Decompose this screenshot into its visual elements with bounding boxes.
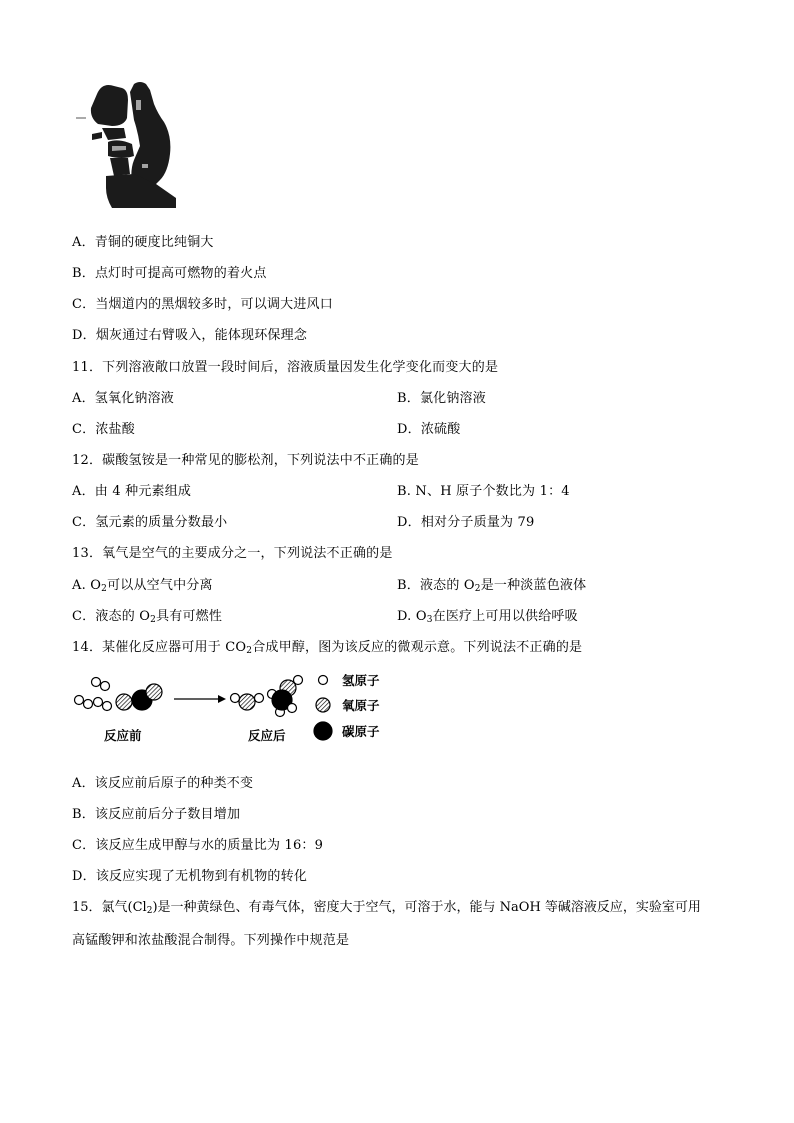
q12-option-b: B. N、H 原子个数比为 1：4 <box>397 484 570 499</box>
q10-option-d: D．烟灰通过右臂吸入，能体现环保理念 <box>72 328 308 343</box>
q13-option-d: D. $O_3$在医疗上可用以供给呼吸 <box>397 609 578 625</box>
legend-carbon: 碳原子 <box>342 724 380 739</box>
q10-option-c: C．当烟道内的黑烟较多时，可以调大进风口 <box>72 297 333 312</box>
q12-option-c: C．氢元素的质量分数最小 <box>72 515 228 530</box>
before-label: 反应前 <box>104 728 142 743</box>
q11-option-d: D．浓硫酸 <box>397 422 461 437</box>
q11-option-c: C．浓盐酸 <box>72 422 135 437</box>
q14-option-a: A．该反应前后原子的种类不变 <box>72 776 254 791</box>
oxygen-legend-icon <box>316 698 330 712</box>
reaction-diagram <box>70 668 410 754</box>
bronze-lamp-image <box>72 74 202 214</box>
q11-stem: 11．下列溶液敞口放置一段时间后，溶液质量因发生化学变化而变大的是 <box>72 360 499 375</box>
q10-option-b: B．点灯时可提高可燃物的着火点 <box>72 266 267 281</box>
after-label: 反应后 <box>248 728 286 743</box>
q12-stem: 12．碳酸氢铵是一种常见的膨松剂，下列说法中不正确的是 <box>72 453 419 468</box>
q14-option-d: D．该反应实现了无机物到有机物的转化 <box>72 869 308 884</box>
q15-stem-line-2: 高锰酸钾和浓盐酸混合制得。下列操作中规范是 <box>72 933 350 948</box>
q13-stem: 13．氧气是空气的主要成分之一，下列说法不正确的是 <box>72 546 393 561</box>
q15-stem-line-1: 15．氯气$(Cl_2)$是一种黄绿色、有毒气体，密度大于空气，可溶于水，能与 NaOH 等碱溶液反应，实验室可用 <box>72 900 701 916</box>
q11-option-a: A．氢氧化钠溶液 <box>72 391 174 406</box>
legend-hydrogen: 氢原子 <box>342 673 380 688</box>
q14-option-b: B．该反应前后分子数目增加 <box>72 807 241 822</box>
q12-option-a: A．由 4 种元素组成 <box>72 484 192 499</box>
q12-option-d: D．相对分子质量为 79 <box>397 515 535 530</box>
q14-stem: 14．某催化反应器可用于 $CO_2$合成甲醇，图为该反应的微观示意。下列说法不正确的是 <box>72 640 583 656</box>
q14-option-c: C．该反应生成甲醇与水的质量比为 16：9 <box>72 838 324 853</box>
q13-option-b: B．液态的 $O_2$是一种淡蓝色液体 <box>397 578 587 594</box>
hydrogen-legend-icon <box>319 676 328 685</box>
q10-option-a: A．青铜的硬度比纯铜大 <box>72 235 214 250</box>
q11-option-b: B．氯化钠溶液 <box>397 391 486 406</box>
carbon-legend-icon <box>314 722 332 740</box>
q13-option-a: A. $O_2$可以从空气中分离 <box>72 578 213 594</box>
legend-oxygen: 氧原子 <box>342 698 380 713</box>
q13-option-c: C．液态的 $O_2$具有可燃性 <box>72 609 223 625</box>
